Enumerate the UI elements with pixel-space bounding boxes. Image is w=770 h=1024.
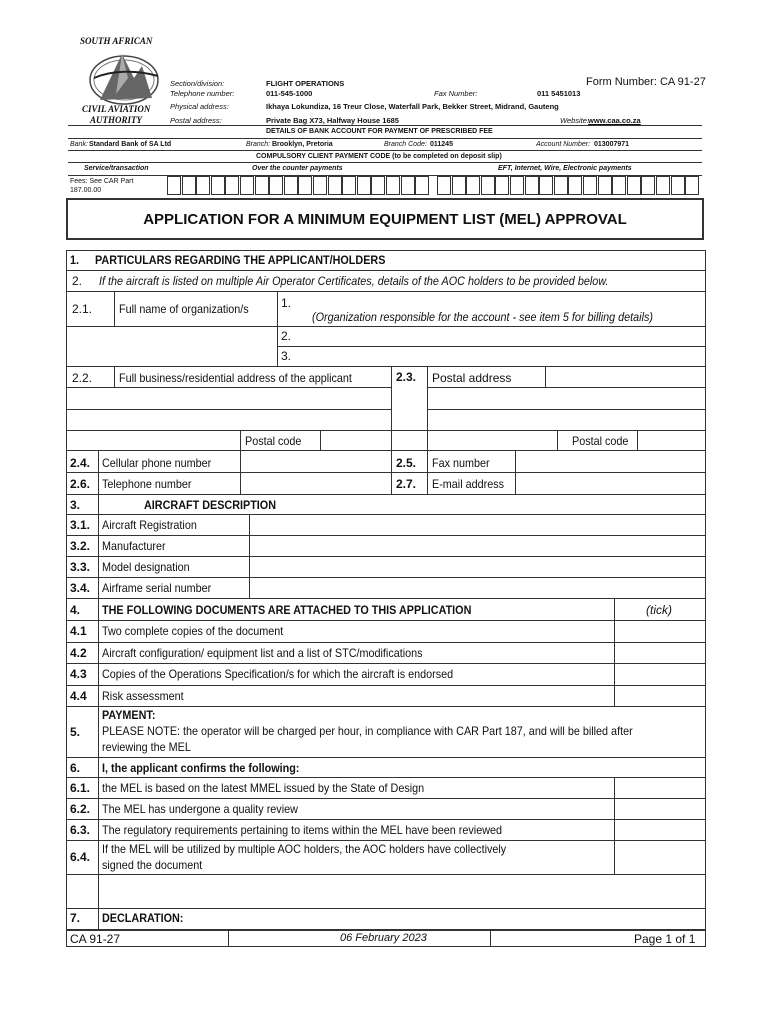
org-1-number: 1. [281, 296, 292, 310]
aircraft-row-label: Aircraft Registration [102, 518, 197, 532]
org-1-note: (Organization responsible for the account - see item 5 for billing details) [312, 310, 653, 324]
divider [98, 494, 99, 598]
branch-code-value: 011245 [430, 141, 453, 148]
service-label: Service/transaction [84, 165, 149, 172]
divider [68, 138, 702, 139]
payment-code-digit-box[interactable] [583, 176, 597, 195]
payment-code-digit-box[interactable] [598, 176, 612, 195]
payment-code-digit-box[interactable] [386, 176, 400, 195]
divider [66, 685, 706, 686]
divider [114, 366, 115, 387]
payment-code-digit-box[interactable] [495, 176, 509, 195]
physical-label: Physical address: [170, 102, 229, 111]
divider [66, 430, 706, 431]
business-postal-code-label: Postal code [245, 434, 302, 448]
divider [277, 346, 706, 347]
item-6-4-label-line1: If the MEL will be utilized by multiple AOC holders, the AOC holders have collectively [102, 842, 507, 856]
org-name-line1: CIVIL AVIATION [82, 104, 151, 114]
divider [66, 514, 706, 515]
postal-address-line2-input[interactable] [429, 411, 704, 429]
section-value: FLIGHT OPERATIONS [266, 79, 345, 88]
divider [98, 908, 99, 930]
divider [66, 450, 706, 451]
divider [66, 472, 706, 473]
section-4-title: THE FOLLOWING DOCUMENTS ARE ATTACHED TO THIS APPLICATION [102, 603, 472, 617]
caa-logo [82, 48, 162, 108]
item-2-3-number: 2.3. [396, 370, 417, 384]
fax-value: 011 5451013 [537, 89, 581, 98]
divider [66, 757, 706, 758]
eft-payment-code-boxes[interactable] [437, 176, 703, 195]
document-row-label: Risk assessment [102, 688, 184, 703]
footer-form-number: CA 91-27 [70, 932, 121, 946]
divider [66, 535, 706, 536]
section-6-number: 6. [70, 761, 81, 775]
document-tick-box[interactable] [616, 687, 704, 705]
item-2-1-number: 2.1. [72, 302, 93, 316]
aoc-note: If the aircraft is listed on multiple Air Operator Certificates, details of the AOC holders to be provided below. [99, 274, 609, 288]
counter-label: Over the counter payments [252, 165, 343, 172]
payment-code-digit-box[interactable] [510, 176, 524, 195]
confirmation-row-number: 6.2. [70, 802, 91, 816]
section-label: Section/division: [170, 79, 225, 88]
org-1-input[interactable] [300, 293, 700, 307]
payment-code-title: COMPULSORY CLIENT PAYMENT CODE (to be completed on deposit slip) [256, 153, 502, 160]
item-2-7-number: 2.7. [396, 477, 417, 491]
section-2-number: 2. [72, 274, 83, 288]
payment-code-digit-box[interactable] [342, 176, 356, 195]
confirmation-row-label: The regulatory requirements pertaining to items within the MEL have been reviewed [102, 823, 503, 837]
postal-address-input[interactable] [547, 368, 703, 385]
divider [66, 819, 706, 820]
section-3-title: AIRCRAFT DESCRIPTION [144, 498, 277, 512]
divider [114, 291, 115, 326]
document-tick-box[interactable] [616, 665, 704, 683]
divider [98, 598, 99, 908]
org-2-input[interactable] [295, 328, 700, 344]
tick-label: (tick) [646, 603, 672, 617]
section-7-number: 7. [70, 911, 81, 925]
section-3-number: 3. [70, 498, 81, 512]
telephone-number-label: Telephone number [102, 477, 192, 491]
divider [68, 162, 702, 163]
divider [240, 430, 241, 450]
bank-title: DETAILS OF BANK ACCOUNT FOR PAYMENT OF PRESCRIBED FEE [266, 128, 493, 135]
payment-code-digit-box[interactable] [437, 176, 451, 195]
payment-code-digit-box[interactable] [671, 176, 685, 195]
business-address-label: Full business/residential address of the applicant [119, 371, 352, 385]
aircraft-row-input[interactable] [251, 537, 704, 555]
payment-code-digit-box[interactable] [525, 176, 539, 195]
email-input[interactable] [517, 474, 704, 492]
divider [614, 777, 615, 874]
payment-note-line1: PLEASE NOTE: the operator will be charged per hour, in compliance with CAR Part 187, and will be billed after [102, 724, 633, 738]
website-label: Website: [560, 116, 590, 125]
aircraft-row-number: 3.1. [70, 518, 91, 532]
divider [66, 620, 706, 621]
payment-code-digit-box[interactable] [167, 176, 181, 195]
divider [66, 366, 706, 367]
confirmation-row-label: The MEL has undergone a quality review [102, 802, 298, 816]
payment-code-digit-box[interactable] [328, 176, 342, 195]
bank-label: Bank: [70, 141, 88, 148]
cellular-label: Cellular phone number [102, 456, 212, 470]
item-2-5-number: 2.5. [396, 456, 417, 470]
branch-label: Branch: [246, 141, 271, 148]
item-6-4-number: 6.4. [70, 850, 91, 864]
org-3-number: 3. [281, 349, 292, 363]
business-address-line2-input[interactable] [68, 411, 390, 429]
payment-code-digit-box[interactable] [225, 176, 239, 195]
divider [228, 930, 229, 947]
aircraft-row-label: Manufacturer [102, 539, 166, 553]
document-row-label: Copies of the Operations Specification/s for which the aircraft is endorsed [102, 667, 454, 681]
bank-value: Standard Bank of SA Ltd [89, 141, 172, 148]
eft-label: EFT, Internet, Wire, Electronic payments [498, 165, 632, 172]
divider [66, 874, 706, 875]
postal-code-label: Postal code [572, 434, 629, 448]
org-2-number: 2. [281, 329, 292, 343]
divider [66, 777, 706, 778]
divider [66, 706, 706, 707]
telephone-input[interactable] [242, 474, 390, 492]
payment-code-digit-box[interactable] [196, 176, 210, 195]
divider [66, 270, 706, 271]
payment-note-line2: reviewing the MEL [102, 740, 191, 754]
payment-code-digit-box[interactable] [298, 176, 312, 195]
divider [637, 430, 638, 450]
footer-date: 06 February 2023 [340, 932, 427, 944]
org-name-line2: AUTHORITY [90, 115, 143, 125]
business-address-line1-input[interactable] [68, 389, 390, 407]
aircraft-row-label: Model designation [102, 560, 190, 574]
divider [427, 387, 706, 388]
counter-payment-code-boxes[interactable] [167, 176, 433, 195]
document-row-number: 4.4 [70, 688, 87, 703]
aircraft-row-number: 3.2. [70, 539, 91, 553]
section-5-number: 5. [70, 725, 81, 739]
declaration-title: DECLARATION: [102, 911, 184, 925]
item-2-6-number: 2.6. [70, 477, 91, 491]
item-2-4-number: 2.4. [70, 456, 91, 470]
divider [66, 409, 391, 410]
cellular-input[interactable] [242, 452, 390, 470]
confirmation-checkbox[interactable] [616, 779, 704, 797]
confirmation-checkbox[interactable] [616, 821, 704, 839]
document-row-label: Aircraft configuration/ equipment list and a list of STC/modifications [102, 645, 423, 660]
title-box [66, 198, 704, 240]
payment-code-digit-box[interactable] [466, 176, 480, 195]
payment-code-digit-box[interactable] [685, 176, 699, 195]
section-4-number: 4. [70, 603, 81, 617]
telephone-label: Telephone number: [170, 89, 235, 98]
divider [391, 366, 392, 450]
document-row-number: 4.1 [70, 624, 87, 638]
aircraft-row-input[interactable] [251, 558, 704, 576]
payment-title: PAYMENT: [102, 708, 156, 722]
postal-address-line1-input[interactable] [429, 389, 704, 407]
confirmation-checkbox[interactable] [616, 800, 704, 818]
branch-value: Brooklyn, Pretoria [272, 141, 333, 148]
divider [68, 125, 702, 126]
org-3-input[interactable] [295, 348, 700, 364]
divider [490, 930, 491, 947]
signature-area[interactable] [68, 876, 704, 906]
payment-code-digit-box[interactable] [627, 176, 641, 195]
payment-code-digit-box[interactable] [269, 176, 283, 195]
document-tick-box[interactable] [616, 622, 704, 640]
payment-code-digit-box[interactable] [641, 176, 655, 195]
website-link[interactable]: www.caa.co.za [588, 116, 641, 125]
fax-label: Fax Number: [434, 89, 478, 98]
document-row-label: Two complete copies of the document [102, 624, 284, 638]
divider [68, 150, 702, 151]
payment-code-digit-box[interactable] [612, 176, 626, 195]
postal-value: Private Bag X73, Halfway House 1685 [266, 116, 399, 125]
document-row-number: 4.3 [70, 667, 87, 681]
account-label: Account Number: [536, 141, 591, 148]
telephone-value: 011-545-1000 [266, 89, 313, 98]
fax-number-label: Fax number [432, 456, 490, 470]
document-tick-box[interactable] [616, 644, 704, 662]
divider [66, 598, 706, 599]
payment-code-digit-box[interactable] [313, 176, 327, 195]
section-6-title: I, the applicant confirms the following: [102, 761, 300, 775]
payment-code-digit-box[interactable] [371, 176, 385, 195]
form-number: Form Number: CA 91-27 [586, 76, 706, 88]
physical-value: Ikhaya Lokundiza, 16 Treur Close, Waterfall Park, Bekker Street, Midrand, Gauteng [266, 102, 559, 111]
org-name-label: Full name of organization/s [119, 302, 249, 316]
section-1-number: 1. [70, 253, 80, 267]
aircraft-row-input[interactable] [251, 579, 704, 597]
divider [66, 908, 706, 909]
divider [66, 577, 706, 578]
postal-label: Postal address: [170, 116, 222, 125]
payment-code-digit-box[interactable] [415, 176, 429, 195]
divider [320, 430, 321, 450]
payment-code-digit-box[interactable] [539, 176, 553, 195]
divider [427, 366, 428, 450]
fees-line1: Fees: See CAR Part [70, 178, 134, 185]
divider [66, 326, 706, 327]
postal-code-input[interactable] [639, 432, 704, 449]
divider [66, 556, 706, 557]
divider [66, 798, 706, 799]
payment-code-digit-box[interactable] [401, 176, 415, 195]
aircraft-row-number: 3.4. [70, 581, 91, 595]
divider [66, 494, 706, 495]
fees-line2: 187.00.00 [70, 187, 102, 194]
divider [427, 409, 706, 410]
item-2-2-number: 2.2. [72, 371, 93, 385]
aircraft-row-label: Airframe serial number [102, 581, 212, 595]
email-label: E-mail address [432, 477, 505, 491]
divider [66, 840, 706, 841]
page-title: APPLICATION FOR A MINIMUM EQUIPMENT LIST (MEL) APPROVAL [143, 211, 627, 228]
divider [545, 366, 546, 387]
payment-code-digit-box[interactable] [240, 176, 254, 195]
payment-code-digit-box[interactable] [182, 176, 196, 195]
item-6-4-label-line2: signed the document [102, 858, 203, 872]
confirmation-row-number: 6.3. [70, 823, 91, 837]
payment-code-digit-box[interactable] [255, 176, 269, 195]
payment-code-digit-box[interactable] [211, 176, 225, 195]
footer-page: Page 1 of 1 [634, 932, 696, 946]
payment-code-digit-box[interactable] [284, 176, 298, 195]
payment-code-digit-box[interactable] [568, 176, 582, 195]
divider [66, 387, 391, 388]
divider [66, 663, 706, 664]
aircraft-row-number: 3.3. [70, 560, 91, 574]
payment-code-digit-box[interactable] [554, 176, 568, 195]
document-row-number: 4.2 [70, 645, 87, 660]
divider [557, 430, 558, 450]
aircraft-row-input[interactable] [251, 516, 704, 534]
org-name-top: SOUTH AFRICAN [80, 36, 153, 46]
section-1-title: PARTICULARS REGARDING THE APPLICANT/HOLDERS [95, 253, 386, 267]
account-value: 013007971 [594, 141, 630, 148]
confirmation-row-label: the MEL is based on the latest MMEL issued by the State of Design [102, 781, 425, 795]
divider [66, 642, 706, 643]
payment-code-digit-box[interactable] [481, 176, 495, 195]
divider [277, 291, 278, 366]
item-6-4-checkbox[interactable] [616, 840, 704, 872]
confirmation-row-number: 6.1. [70, 781, 91, 795]
payment-code-digit-box[interactable] [357, 176, 371, 195]
business-postal-code-input[interactable] [322, 432, 390, 449]
postal-address-label: Postal address [432, 371, 512, 385]
payment-code-digit-box[interactable] [656, 176, 670, 195]
divider [66, 291, 706, 292]
branch-code-label: Branch Code: [384, 141, 427, 148]
fax-number-input[interactable] [517, 452, 704, 470]
payment-code-digit-box[interactable] [452, 176, 466, 195]
divider [614, 598, 615, 706]
